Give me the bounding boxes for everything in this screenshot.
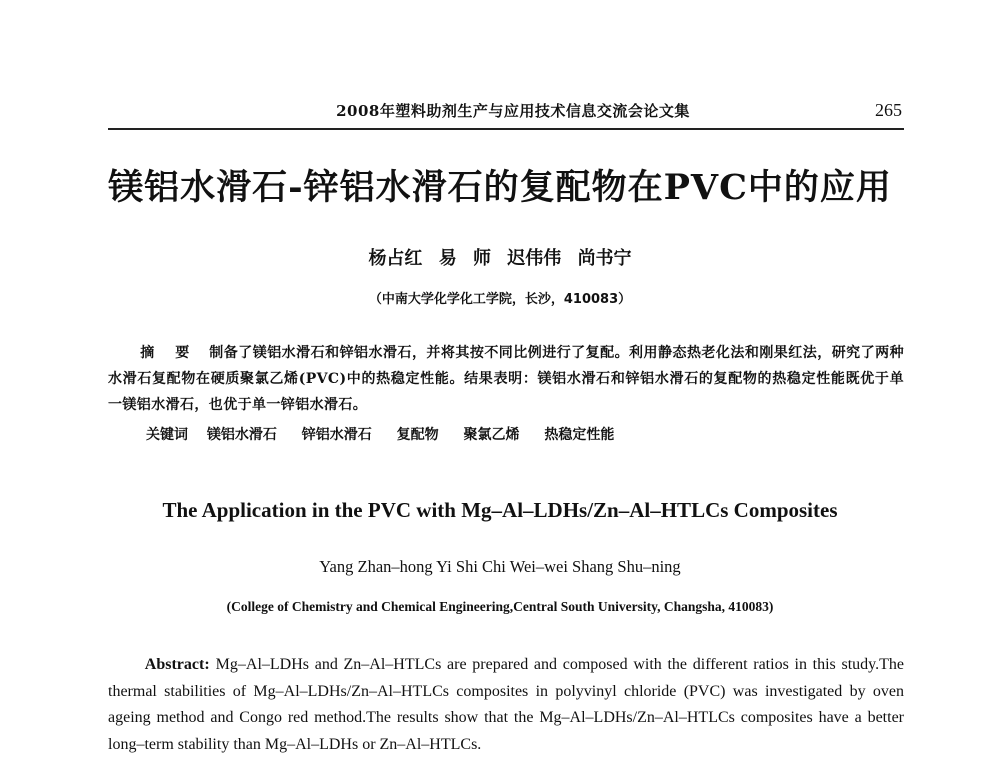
author-4: 尚书宁 — [577, 248, 632, 269]
page-number: 265 — [875, 100, 902, 120]
keyword-2: 锌铝水滑石 — [301, 427, 372, 443]
english-abstract — [108, 652, 904, 758]
keyword-3: 复配物 — [396, 427, 439, 443]
author-2: 易 师 — [438, 248, 491, 269]
running-header — [108, 96, 904, 130]
chinese-affiliation: （中南大学化学化工学院，长沙，410083） — [368, 292, 632, 307]
chinese-abstract-label: 摘 要 — [140, 345, 198, 361]
chinese-title: 镁铝水滑石-锌铝水滑石的复配物在PVC中的应用 — [108, 167, 892, 208]
keyword-1: 镁铝水滑石 — [206, 427, 277, 443]
running-title: 2008年塑料助剂生产与应用技术信息交流会论文集 — [336, 102, 690, 120]
author-1: 杨占红 — [368, 248, 423, 269]
author-3: 迟伟伟 — [507, 248, 562, 269]
chinese-authors — [0, 244, 1000, 270]
keyword-5: 热稳定性能 — [544, 427, 615, 443]
keyword-4: 聚氯乙烯 — [463, 427, 520, 443]
chinese-abstract — [108, 340, 904, 418]
english-abstract-text: Mg–Al–LDHs and Zn–Al–HTLCs are prepared and composed with the different ratios in this study.The thermal stabilities of Mg–Al–LDHs/Zn–Al–HTLCs composites in polyvinyl chloride (PVC) was investigated by oven ageing method and Congo red method.The results show that the Mg–Al–LDHs/Zn–Al–HTLCs composites have a better long–term stability than Mg–Al–LDHs or Zn–Al–HTLCs. — [108, 656, 904, 753]
english-abstract-label: Abstract: — [144, 656, 210, 673]
chinese-keywords-label: 关键词 — [146, 427, 188, 443]
english-authors: Yang Zhan–hong Yi Shi Chi Wei–wei Shang Shu–ning — [319, 557, 681, 576]
chinese-keywords — [146, 424, 906, 444]
chinese-abstract-text: 制备了镁铝水滑石和锌铝水滑石，并将其按不同比例进行了复配。利用静态热老化法和刚果红法，研究了两种水滑石复配物在硬质聚氯乙烯(PVC)中的热稳定性能。结果表明：镁铝水滑石和锌铝水滑石的复配物的热稳定性能既优于单一镁铝水滑石，也优于单一锌铝水滑石。 — [108, 345, 905, 413]
english-affiliation: (College of Chemistry and Chemical Engineering,Central South University, Changsha, 410083) — [226, 599, 774, 614]
english-title: The Application in the PVC with Mg–Al–LDHs/Zn–Al–HTLCs Composites — [162, 498, 838, 522]
